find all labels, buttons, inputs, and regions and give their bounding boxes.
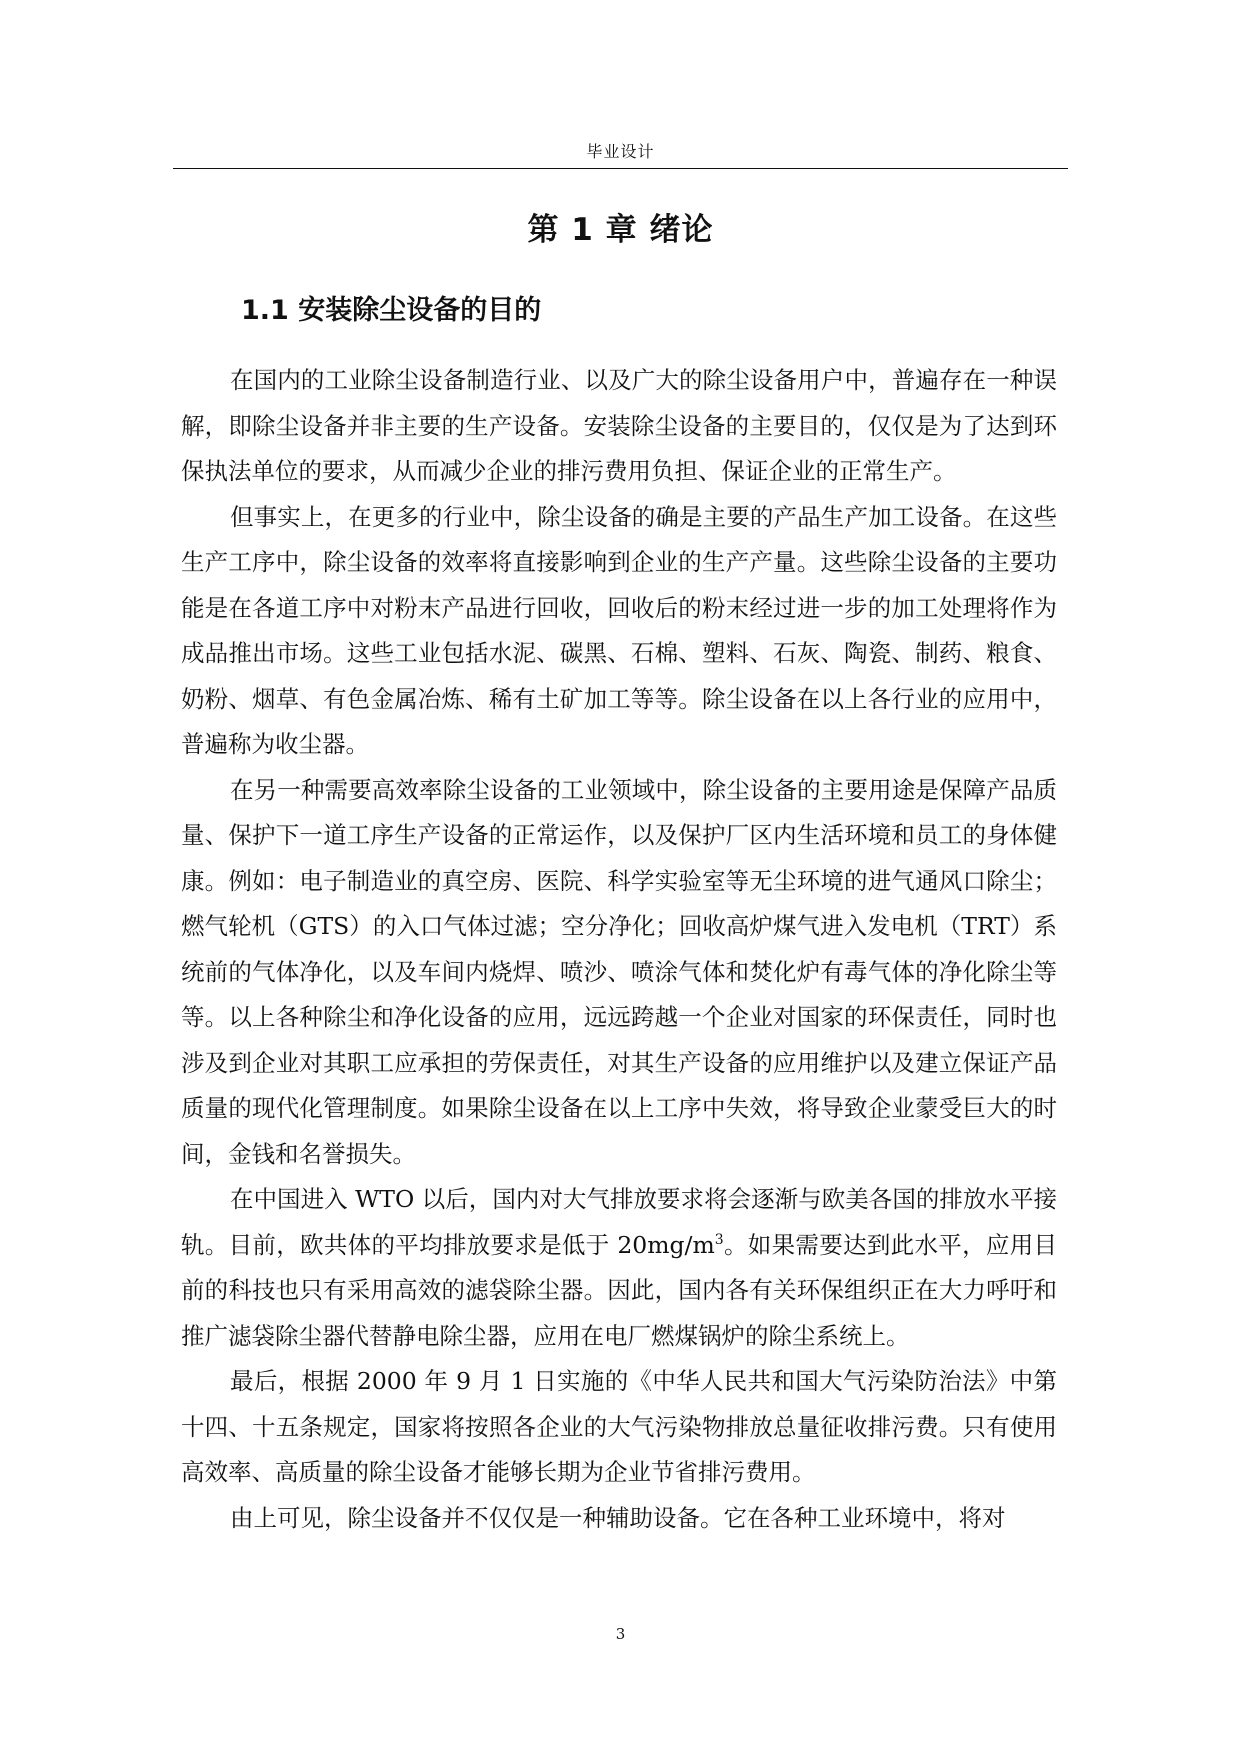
paragraph-1: 在国内的工业除尘设备制造行业、以及广大的除尘设备用户中，普遍存在一种误解，即除尘设备并非主要的生产设备。安装除尘设备的主要目的，仅仅是为了达到环保执法单位的要求，从而减少企业的排污费用负担、保证企业的正常生产。 [181, 366, 1057, 485]
paragraph-6: 由上可见，除尘设备并不仅仅是一种辅助设备。它在各种工业环境中，将对 [230, 1503, 1006, 1532]
superscript-cubed: 3 [714, 1231, 724, 1248]
header-rule [173, 168, 1068, 169]
paragraph-4-text-after: 。如果需要达到此水平，应用目前的科技也只有采用高效的滤袋除尘器。因此，国内各有关环保组织正在大力呼吁和推广滤袋除尘器代替静电除尘器，应用在电厂燃煤锅炉的除尘系统上。 [181, 1230, 1058, 1350]
paragraph-5: 最后，根据 2000 年 9 月 1 日实施的《中华人民共和国大气污染防治法》中第十四、十五条规定，国家将按照各企业的大气污染物排放总量征收排污费。只有使用高效率、高质量的除尘设备才能够长期为企业节省排污费用。 [181, 1367, 1057, 1486]
chapter-title: 第 1 章 绪论 [527, 212, 714, 248]
body-text [181, 358, 1057, 1541]
paragraph-4-text-before: 在中国进入 WTO 以后，国内对大气排放要求将会逐渐与欧美各国的排放水平接轨。目前，欧共体的平均排放要求是低于 20mg/m [181, 1185, 1057, 1259]
running-header: 毕业设计 [586, 142, 655, 161]
paragraph-4 [181, 1177, 1057, 1359]
paragraph-2: 但事实上，在更多的行业中，除尘设备的确是主要的产品生产加工设备。在这些生产工序中，除尘设备的效率将直接影响到企业的生产产量。这些除尘设备的主要功能是在各道工序中对粉末产品进行回收，回收后的粉末经过进一步的加工处理将作为成品推出市场。这些工业包括水泥、碳黑、石棉、塑料、石灰、陶瓷、制药、粮食、奶粉、烟草、有色金属冶炼、稀有土矿加工等等。除尘设备在以上各行业的应用中，普遍称为收尘器。 [181, 502, 1057, 758]
section-title: 1.1 安装除尘设备的目的 [241, 295, 542, 326]
page-number: 3 [615, 1625, 626, 1643]
paragraph-3: 在另一种需要高效率除尘设备的工业领域中，除尘设备的主要用途是保障产品质量、保护下一道工序生产设备的正常运作，以及保护厂区内生活环境和员工的身体健康。例如：电子制造业的真空房、医院、科学实验室等无尘环境的进气通风口除尘；燃气轮机（GTS）的入口气体过滤；空分净化；回收高炉煤气进入发电机（TRT）系统前的气体净化，以及车间内烧焊、喷沙、喷涂气体和焚化炉有毒气体的净化除尘等等。以上各种除尘和净化设备的应用，远远跨越一个企业对国家的环保责任，同时也涉及到企业对其职工应承担的劳保责任，对其生产设备的应用维护以及建立保证产品质量的现代化管理制度。如果除尘设备在以上工序中失效，将导致企业蒙受巨大的时间，金钱和名誉损失。 [181, 775, 1057, 1168]
